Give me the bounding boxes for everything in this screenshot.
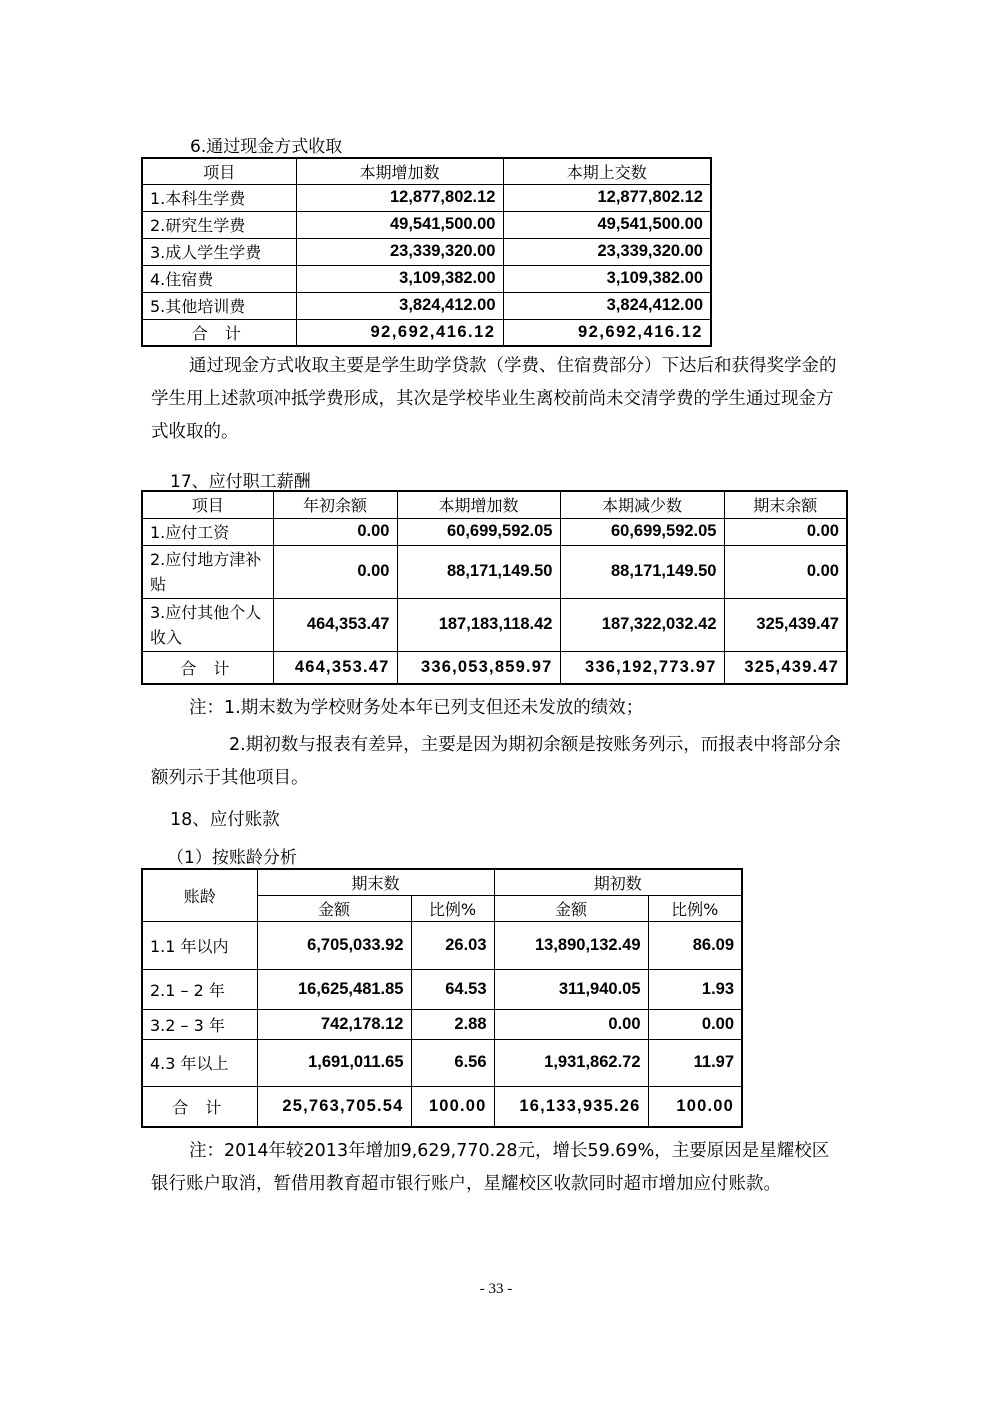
cell-value: 0.00 xyxy=(724,545,847,598)
row-label: 1.1 年以内 xyxy=(142,921,257,969)
cell-value: 1.93 xyxy=(648,969,742,1009)
cell-value: 86.09 xyxy=(648,921,742,969)
cell-value: 742,178.12 xyxy=(257,1009,411,1039)
row-label: 3.应付其他个人收入 xyxy=(142,598,273,651)
header-period-begin: 期初数 xyxy=(494,869,742,895)
cell-value: 60,699,592.05 xyxy=(397,518,560,545)
header-opening: 年初余额 xyxy=(273,491,397,518)
total-row xyxy=(142,1086,742,1127)
total-label: 合 计 xyxy=(142,1086,257,1127)
header-closing: 期末余额 xyxy=(724,491,847,518)
row-label: 2.应付地方津补贴 xyxy=(142,545,273,598)
cell-value: 1,931,862.72 xyxy=(494,1039,648,1086)
table-row xyxy=(142,1009,742,1039)
header-amount: 金额 xyxy=(257,895,411,921)
cell-value: 0.00 xyxy=(648,1009,742,1039)
cell-value: 3,824,412.00 xyxy=(296,292,503,319)
table-row xyxy=(142,1039,742,1086)
cell-value: 0.00 xyxy=(273,545,397,598)
header-item: 项目 xyxy=(142,491,273,518)
table-row xyxy=(142,211,711,238)
cell-value: 13,890,132.49 xyxy=(494,921,648,969)
cell-value: 88,171,149.50 xyxy=(397,545,560,598)
cell-value: 464,353.47 xyxy=(273,598,397,651)
cell-value: 11.97 xyxy=(648,1039,742,1086)
cell-value: 0.00 xyxy=(273,518,397,545)
total-value: 325,439.47 xyxy=(724,651,847,684)
page-number: - 33 - xyxy=(479,1281,513,1297)
cell-value: 16,625,481.85 xyxy=(257,969,411,1009)
cell-value: 60,699,592.05 xyxy=(560,518,724,545)
section18-note: 注：2014年较2013年增加9,629,770.28元，增长59.69%，主要原因是星耀校区银行账户取消，暂借用教育超市银行账户，星耀校区收款同时超市增加应付账款。 xyxy=(151,1141,830,1194)
table-row xyxy=(142,518,847,545)
row-label: 3.成人学生学费 xyxy=(142,238,296,265)
cell-value: 49,541,500.00 xyxy=(503,211,711,238)
total-value: 16,133,935.26 xyxy=(494,1086,648,1127)
row-label: 2.研究生学费 xyxy=(142,211,296,238)
cell-value: 12,877,802.12 xyxy=(296,184,503,211)
cell-value: 187,322,032.42 xyxy=(560,598,724,651)
section6-heading: 6.通过现金方式收取 xyxy=(190,137,343,157)
header-ratio: 比例% xyxy=(648,895,742,921)
section17-note-2: 2.期初数与报表有差异，主要是因为期初余额是按账务列示，而报表中将部分余额列示于其他项目。 xyxy=(151,735,841,788)
cell-value: 0.00 xyxy=(724,518,847,545)
total-label: 合 计 xyxy=(142,319,296,346)
cash-collection-table xyxy=(141,157,712,347)
cell-value: 311,940.05 xyxy=(494,969,648,1009)
total-row xyxy=(142,319,711,346)
cell-value: 23,339,320.00 xyxy=(296,238,503,265)
section18-subheading: （1）按账龄分析 xyxy=(167,848,297,868)
cell-value: 1,691,011.65 xyxy=(257,1039,411,1086)
table-row xyxy=(142,969,742,1009)
table-row xyxy=(142,238,711,265)
payroll-payable-table xyxy=(141,490,848,685)
total-value: 336,053,859.97 xyxy=(397,651,560,684)
total-value: 100.00 xyxy=(411,1086,494,1127)
table-header-row xyxy=(142,869,742,895)
table-header-row xyxy=(142,491,847,518)
cell-value: 49,541,500.00 xyxy=(296,211,503,238)
cell-value: 187,183,118.42 xyxy=(397,598,560,651)
cell-value: 88,171,149.50 xyxy=(560,545,724,598)
header-remitted: 本期上交数 xyxy=(503,158,711,184)
header-period-end: 期末数 xyxy=(257,869,494,895)
table-row xyxy=(142,598,847,651)
row-label: 3.2 – 3 年 xyxy=(142,1009,257,1039)
row-label: 1.应付工资 xyxy=(142,518,273,545)
total-value: 92,692,416.12 xyxy=(296,319,503,346)
header-decrease: 本期减少数 xyxy=(560,491,724,518)
cell-value: 2.88 xyxy=(411,1009,494,1039)
total-row xyxy=(142,651,847,684)
row-label: 5.其他培训费 xyxy=(142,292,296,319)
header-increase: 本期增加数 xyxy=(296,158,503,184)
row-label: 4.3 年以上 xyxy=(142,1039,257,1086)
cell-value: 3,109,382.00 xyxy=(296,265,503,292)
cell-value: 3,109,382.00 xyxy=(503,265,711,292)
section18-heading: 18、应付账款 xyxy=(170,810,280,830)
section17-heading: 17、应付职工薪酬 xyxy=(170,472,311,492)
table-header-row xyxy=(142,158,711,184)
row-label: 1.本科生学费 xyxy=(142,184,296,211)
cell-value: 64.53 xyxy=(411,969,494,1009)
table-row xyxy=(142,265,711,292)
total-value: 100.00 xyxy=(648,1086,742,1127)
cell-value: 6,705,033.92 xyxy=(257,921,411,969)
total-label: 合 计 xyxy=(142,651,273,684)
cell-value: 325,439.47 xyxy=(724,598,847,651)
table-row xyxy=(142,921,742,969)
total-value: 336,192,773.97 xyxy=(560,651,724,684)
cell-value: 6.56 xyxy=(411,1039,494,1086)
header-amount: 金额 xyxy=(494,895,648,921)
table-row xyxy=(142,545,847,598)
header-age: 账龄 xyxy=(142,869,257,921)
total-value: 464,353.47 xyxy=(273,651,397,684)
cell-value: 12,877,802.12 xyxy=(503,184,711,211)
header-increase: 本期增加数 xyxy=(397,491,560,518)
cell-value: 26.03 xyxy=(411,921,494,969)
section6-note: 通过现金方式收取主要是学生助学贷款（学费、住宿费部分）下达后和获得奖学金的学生用上述款项冲抵学费形成，其次是学校毕业生离校前尚未交清学费的学生通过现金方式收取的。 xyxy=(151,356,837,442)
table-row xyxy=(142,184,711,211)
section17-note-1: 注：1.期末数为学校财务处本年已列支但还未发放的绩效； xyxy=(189,698,644,718)
row-label: 4.住宿费 xyxy=(142,265,296,292)
cell-value: 3,824,412.00 xyxy=(503,292,711,319)
table-row xyxy=(142,292,711,319)
cell-value: 0.00 xyxy=(494,1009,648,1039)
total-value: 92,692,416.12 xyxy=(503,319,711,346)
cell-value: 23,339,320.00 xyxy=(503,238,711,265)
row-label: 2.1 – 2 年 xyxy=(142,969,257,1009)
header-ratio: 比例% xyxy=(411,895,494,921)
total-value: 25,763,705.54 xyxy=(257,1086,411,1127)
header-item: 项目 xyxy=(142,158,296,184)
accounts-payable-aging-table xyxy=(141,868,743,1128)
